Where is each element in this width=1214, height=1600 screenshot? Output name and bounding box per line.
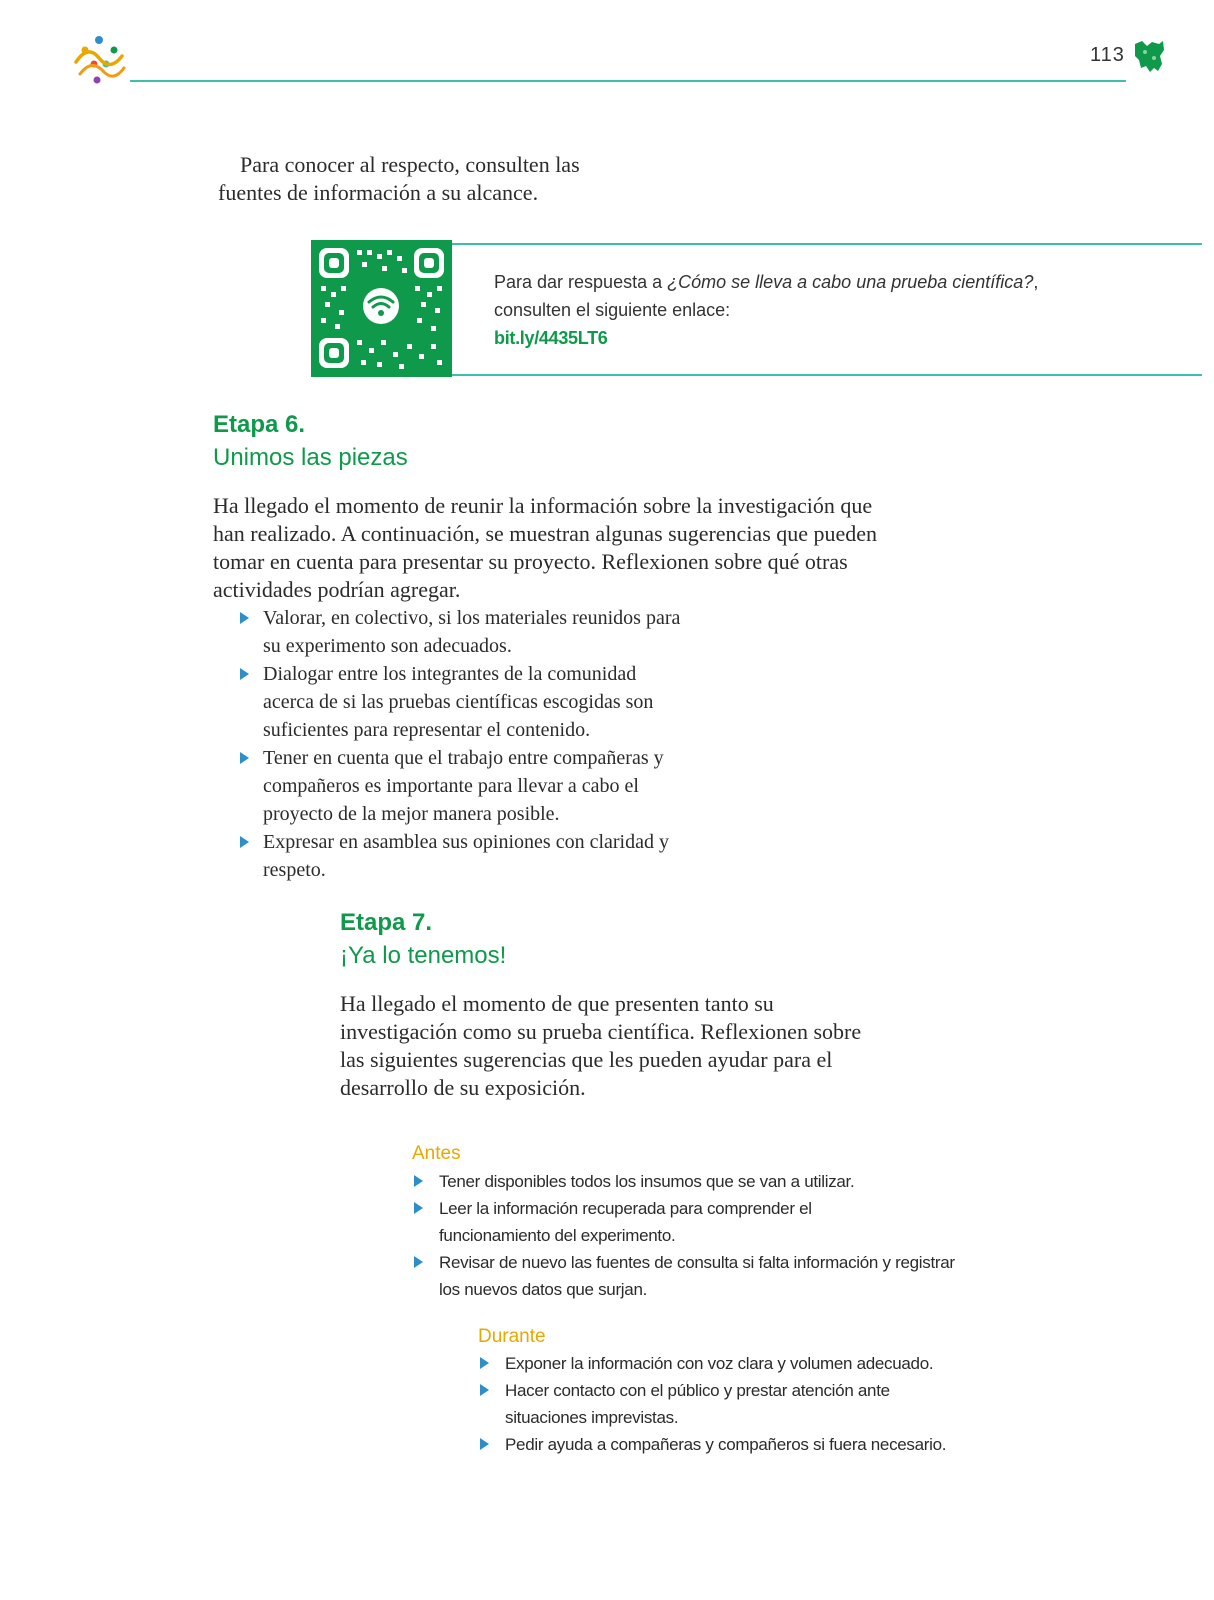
list-item (412, 1195, 839, 1249)
durante-list (478, 1350, 1038, 1458)
list-item (478, 1431, 1038, 1458)
triangle-bullet-icon (414, 1202, 423, 1214)
intro-paragraph: Para conocer al respecto, consulten las fuentes de información a su alcance. (218, 152, 580, 205)
stage6-number: Etapa 6. (213, 411, 306, 438)
triangle-bullet-icon (480, 1357, 489, 1369)
stage6-body: Ha llegado el momento de reunir la información sobre la investigación que han realizado. A continuación, se muestran algunas sugerencias que pueden tomar en cuenta para presentar su proyecto. Reflexionen sobre qué otras actividades podrían agregar. (213, 493, 878, 602)
antes-heading: Antes (412, 1143, 461, 1164)
triangle-bullet-icon (414, 1175, 423, 1187)
list-item (238, 744, 688, 828)
antes-list (412, 1168, 972, 1303)
triangle-bullet-icon (240, 836, 249, 848)
durante-heading: Durante (478, 1326, 546, 1347)
list-item (412, 1168, 972, 1195)
stage6-list (238, 604, 688, 884)
list-item-text: Pedir ayuda a compañeras y compañeros si fuera necesario. (505, 1435, 947, 1454)
list-item (238, 604, 688, 660)
stage7-number: Etapa 7. (340, 909, 433, 936)
list-item (412, 1249, 959, 1303)
list-item (238, 828, 688, 884)
triangle-bullet-icon (240, 668, 249, 680)
qr-code-icon (311, 240, 452, 377)
list-item-text: Valorar, en colectivo, si los materiales reunidos para su experimento son adecuados. (263, 607, 681, 657)
list-item (478, 1350, 1038, 1377)
community-logo-icon (70, 32, 128, 86)
qr-link[interactable]: bit.ly/4435LT6 (494, 328, 608, 348)
qr-banner-text (494, 268, 1054, 352)
list-item (238, 660, 688, 744)
list-item-text: Hacer contacto con el público y prestar atención ante situaciones imprevistas. (505, 1381, 890, 1427)
mexico-map-icon (1132, 38, 1166, 74)
qr-text-before: Para dar respuesta a (494, 272, 668, 292)
banner-rule-top (452, 243, 1202, 245)
list-item-text: Revisar de nuevo las fuentes de consulta si falta información y registrar los nuevos datos que surjan. (439, 1253, 955, 1299)
stage7-heading (340, 906, 506, 972)
qr-text-after: , consulten el siguiente enlace: (494, 272, 1039, 320)
list-item-text: Tener disponibles todos los insumos que se van a utilizar. (439, 1172, 855, 1191)
triangle-bullet-icon (414, 1256, 423, 1268)
stage6-heading (213, 408, 408, 474)
triangle-bullet-icon (240, 752, 249, 764)
stage7-body: Ha llegado el momento de que presenten tanto su investigación como su prueba científica. Reflexionen sobre las siguientes sugerencias que les pueden ayudar para el desarrollo de su exposición. (340, 991, 862, 1100)
list-item-text: Expresar en asamblea sus opiniones con claridad y respeto. (263, 831, 669, 881)
list-item-text: Leer la información recuperada para comprender el funcionamiento del experimento. (439, 1199, 812, 1245)
qr-code[interactable] (311, 240, 452, 377)
banner-rule-bottom (452, 374, 1202, 376)
stage6-title: Unimos las piezas (213, 444, 408, 471)
qr-text-question: ¿Cómo se lleva a cabo una prueba científica? (667, 272, 1034, 292)
list-item-text: Exponer la información con voz clara y volumen adecuado. (505, 1354, 934, 1373)
page-number: 113 (1090, 44, 1125, 66)
header-rule (130, 80, 1126, 82)
list-item-text: Dialogar entre los integrantes de la comunidad acerca de si las pruebas científicas escogidas son suficientes para representar el contenido. (263, 663, 654, 741)
triangle-bullet-icon (240, 612, 249, 624)
triangle-bullet-icon (480, 1438, 489, 1450)
list-item (478, 1377, 975, 1431)
stage7-title: ¡Ya lo tenemos! (340, 942, 507, 969)
triangle-bullet-icon (480, 1384, 489, 1396)
list-item-text: Tener en cuenta que el trabajo entre compañeras y compañeros es importante para llevar a cabo el proyecto de la mejor manera posible. (263, 747, 664, 825)
